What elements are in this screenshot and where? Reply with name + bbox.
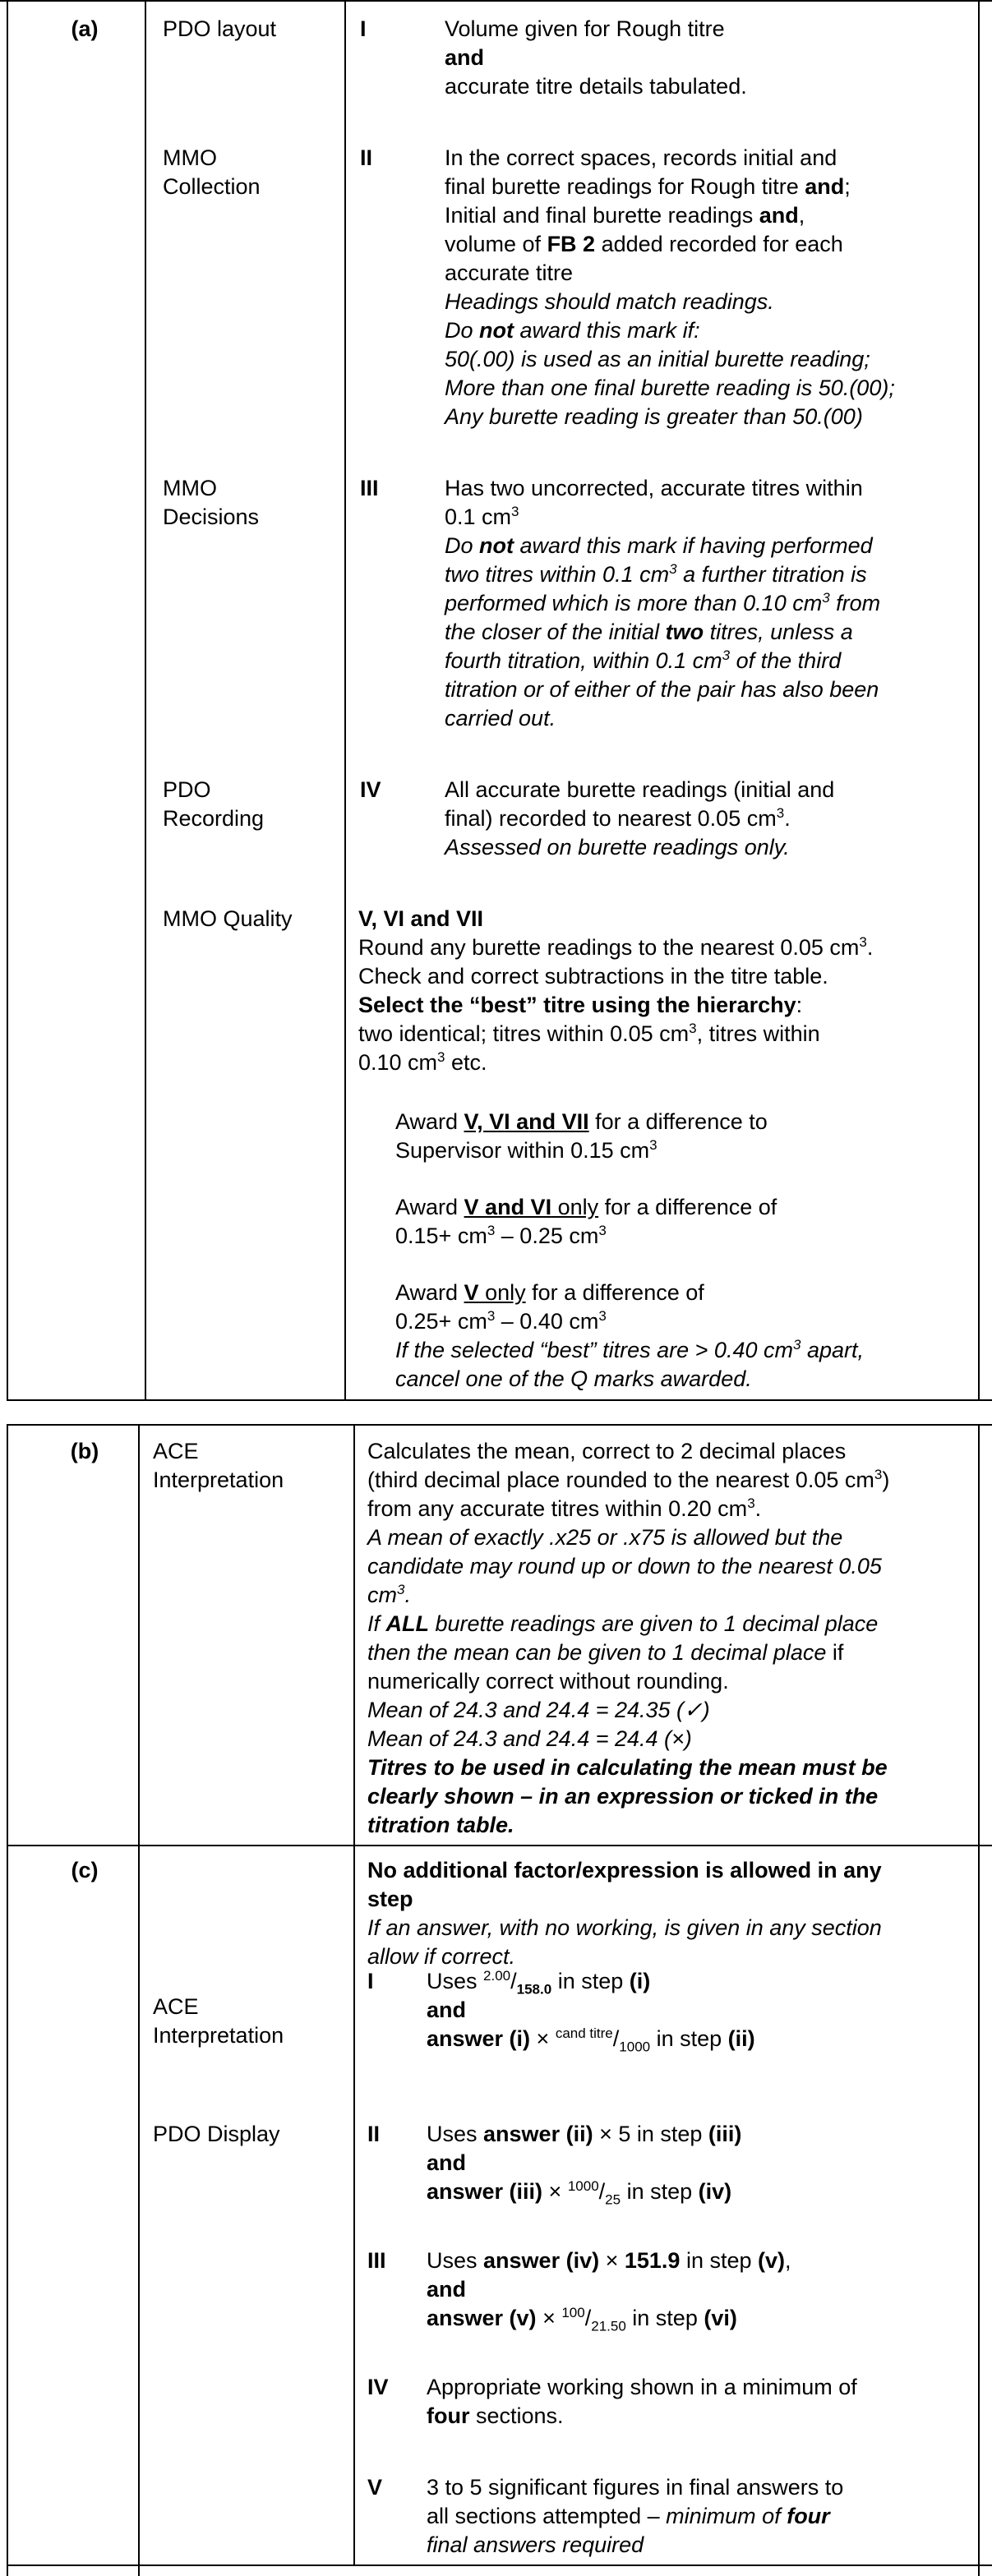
text-segment: , <box>798 203 805 228</box>
text-segment: final burette readings for Rough titre <box>445 174 805 199</box>
text-line <box>367 1495 889 1523</box>
quality-award-v-vi <box>395 1193 777 1251</box>
text-line <box>367 1638 889 1667</box>
part-c-number-iv: IV <box>367 2375 389 2399</box>
text-line <box>367 1581 889 1610</box>
text-line: Decisions <box>163 505 260 529</box>
text-segment: clearly shown – in an expression or ticked in the <box>367 1784 879 1809</box>
text-line <box>445 589 880 618</box>
text-segment: titration table. <box>367 1813 514 1837</box>
text-segment: A mean of exactly .x25 or .x75 is allowed but the <box>367 1525 843 1550</box>
table-bc-col3-border <box>978 1424 980 2576</box>
text-segment: accurate titre details tabulated. <box>445 74 747 99</box>
criterion-number-ii: II <box>360 145 373 170</box>
text-line: Interpretation <box>153 2023 284 2048</box>
text-segment: Select the “best” titre using the hierarchy <box>358 993 796 1017</box>
text-segment: minimum of <box>666 2504 787 2528</box>
text-line <box>445 288 895 316</box>
text-line <box>358 1020 873 1048</box>
text-segment: Initial and final burette readings <box>445 203 759 228</box>
text-line <box>367 1725 889 1753</box>
text-segment: , titres within <box>696 1021 820 1046</box>
part-c-number-i: I <box>367 1969 374 1993</box>
text-line <box>367 1552 889 1581</box>
part-b-label: (b) <box>70 1439 99 1463</box>
superscript: 3 <box>598 1308 607 1324</box>
text-segment: V and VI <box>464 1195 552 1219</box>
superscript: 3 <box>776 805 785 821</box>
subscript: 158.0 <box>516 1981 552 1998</box>
text-line <box>427 2177 741 2206</box>
text-segment: award this mark if having performed <box>514 533 873 558</box>
table-a-top-border <box>0 0 992 2</box>
text-segment: answer (iii) <box>427 2179 543 2204</box>
text-line <box>445 503 880 532</box>
text-line <box>367 1523 889 1552</box>
text-segment: not <box>479 318 514 343</box>
table-a-bottom-border <box>7 1399 992 1401</box>
text-segment: (vi) <box>704 2306 737 2330</box>
superscript: 3 <box>747 1495 755 1511</box>
text-line <box>358 1048 873 1077</box>
superscript: 1000 <box>567 2178 599 2194</box>
criterion-number-iv: IV <box>360 777 381 802</box>
text-segment: – 0.25 cm <box>495 1223 599 1248</box>
part-c-label: (c) <box>71 1858 99 1882</box>
part-a-label: (a) <box>71 16 99 41</box>
part-c-category-pdo <box>153 2120 280 2149</box>
text-segment: 0.1 cm <box>445 505 512 529</box>
text-line <box>427 2275 791 2304</box>
superscript: 3 <box>822 590 830 606</box>
text-segment: and <box>427 2150 467 2175</box>
text-line <box>395 1307 864 1336</box>
table-a-col2-border <box>344 0 346 1401</box>
text-line <box>395 1193 777 1222</box>
subscript: 25 <box>605 2191 621 2208</box>
superscript: 3 <box>511 504 519 519</box>
text-segment: No additional factor/expression is allowed in any <box>367 1858 882 1882</box>
text-segment: Has two uncorrected, accurate titres within <box>445 476 863 500</box>
part-c-category-ace <box>153 1993 284 2050</box>
criterion-ii-text <box>445 144 895 431</box>
text-segment: / <box>510 1969 517 1993</box>
text-line <box>427 1996 755 2025</box>
text-segment: If <box>367 1611 386 1636</box>
superscript: 2.00 <box>483 1968 511 1984</box>
text-line <box>367 1466 889 1495</box>
quality-award-v <box>395 1279 864 1394</box>
superscript: 3 <box>874 1467 883 1482</box>
text-line <box>367 1696 889 1725</box>
text-line <box>445 173 895 201</box>
text-segment: then the mean can be given to 1 decimal place <box>367 1640 827 1665</box>
text-segment: . <box>754 1496 762 1521</box>
text-line <box>445 316 895 345</box>
text-segment: If the selected “best” titres are > 0.40 cm <box>395 1338 793 1362</box>
text-line <box>445 72 747 101</box>
text-segment: 3 to 5 significant figures in final answers to <box>427 2475 844 2500</box>
table-a-left-border <box>7 0 8 1401</box>
superscript: 3 <box>487 1308 496 1324</box>
superscript: 3 <box>689 1021 697 1036</box>
text-segment: not <box>479 533 514 558</box>
text-line <box>427 2120 741 2149</box>
quality-heading: V, VI and VII <box>358 906 484 931</box>
superscript: 3 <box>792 1337 801 1353</box>
text-line <box>358 991 873 1020</box>
part-b-text <box>367 1437 889 1840</box>
text-line <box>445 474 880 503</box>
text-segment: . <box>866 935 874 960</box>
text-line: Collection <box>163 174 261 199</box>
text-segment: accurate titre <box>445 260 574 285</box>
category-mmo-collection <box>163 144 261 201</box>
part-c-heading <box>367 1856 882 1971</box>
table-b-bottom-border <box>7 1845 992 1846</box>
text-segment: sections. <box>469 2403 564 2428</box>
text-line <box>445 403 895 431</box>
superscript: 100 <box>561 2305 585 2320</box>
text-segment: cm <box>367 1583 397 1607</box>
text-segment: performed which is more than 0.10 cm <box>445 591 823 615</box>
text-line <box>358 933 873 962</box>
superscript: 3 <box>859 934 867 950</box>
text-line: PDO <box>163 777 211 802</box>
text-segment: two titres within 0.1 cm <box>445 562 670 587</box>
text-line <box>427 2373 857 2402</box>
text-line: Recording <box>163 806 265 831</box>
quality-award-v-vi-vii <box>395 1108 768 1165</box>
text-segment: cancel one of the Q marks awarded. <box>395 1366 752 1391</box>
superscript: 3 <box>649 1137 657 1153</box>
category-pdo-layout <box>163 15 276 44</box>
text-line <box>367 1753 889 1782</box>
text-segment: Calculates the mean, correct to 2 decimal places <box>367 1439 847 1463</box>
text-line <box>445 804 834 833</box>
text-line <box>367 1437 889 1466</box>
text-line: PDO Display <box>153 2122 280 2146</box>
superscript: 3 <box>397 1582 405 1597</box>
text-segment: All accurate burette readings (initial and <box>445 777 835 802</box>
text-line <box>445 833 834 862</box>
text-segment: of the third <box>730 648 842 673</box>
text-segment: × <box>599 2248 625 2273</box>
text-segment: two <box>665 620 704 644</box>
text-segment: In the correct spaces, records initial and <box>445 145 837 170</box>
text-line <box>367 1914 882 1942</box>
text-line: MMO <box>163 476 217 500</box>
text-segment: final) recorded to nearest 0.05 cm <box>445 806 777 831</box>
text-segment: four <box>787 2504 830 2528</box>
text-segment: a further titration is <box>676 562 867 587</box>
criterion-iv-text <box>445 776 834 862</box>
part-c-item-i <box>427 1967 755 2053</box>
text-segment: the closer of the initial <box>445 620 666 644</box>
text-segment: answer (i) <box>427 2026 531 2051</box>
text-segment: ; <box>844 174 851 199</box>
text-segment: final answers required <box>427 2532 644 2557</box>
text-line <box>427 2304 791 2333</box>
text-line <box>445 144 895 173</box>
text-line: ACE <box>153 1994 199 2019</box>
part-c-item-v <box>427 2473 843 2560</box>
criterion-i-text <box>445 15 747 101</box>
text-segment: Mean of 24.3 and 24.4 = 24.35 (✓) <box>367 1698 710 1722</box>
text-line <box>427 2502 843 2531</box>
text-segment: × <box>542 2179 568 2204</box>
text-line <box>445 345 895 374</box>
text-segment: in step <box>551 1969 630 1993</box>
superscript: 3 <box>722 647 731 663</box>
text-segment: burette readings are given to 1 decimal place <box>429 1611 879 1636</box>
text-segment: Award <box>395 1195 464 1219</box>
text-segment: 0.25+ cm <box>395 1309 487 1334</box>
criterion-number-iii: III <box>360 476 379 500</box>
text-segment: . <box>784 806 791 831</box>
text-line: ACE <box>153 1439 199 1463</box>
category-mmo-decisions <box>163 474 259 532</box>
table-bc-top-border <box>7 1424 992 1426</box>
part-c-number-ii: II <box>367 2122 381 2146</box>
subscript: 21.50 <box>591 2318 626 2334</box>
table-c-bottom-border <box>7 2564 992 2566</box>
text-line <box>445 374 895 403</box>
text-segment: Round any burette readings to the nearest 0.05 cm <box>358 935 860 960</box>
text-line <box>427 2473 843 2502</box>
table-bc-col2-border <box>353 1424 355 2566</box>
text-segment: added recorded for each <box>595 232 843 256</box>
category-pdo-recording <box>163 776 264 833</box>
text-line <box>445 618 880 647</box>
superscript: 3 <box>437 1049 445 1065</box>
text-line <box>445 776 834 804</box>
text-segment: , <box>785 2248 791 2273</box>
text-segment: (i) <box>629 1969 651 1993</box>
superscript: 3 <box>598 1223 607 1238</box>
text-segment: from any accurate titres within 0.20 cm <box>367 1496 748 1521</box>
text-line <box>358 962 873 991</box>
part-c-number-v: V <box>367 2475 383 2500</box>
text-segment: all sections attempted – <box>427 2504 667 2528</box>
text-segment: ALL <box>385 1611 429 1636</box>
superscript: 3 <box>487 1223 496 1238</box>
text-segment: (v) <box>758 2248 786 2273</box>
text-segment: and <box>445 45 485 70</box>
text-segment: candidate may round up or down to the nearest 0.05 <box>367 1554 882 1578</box>
text-segment: Any burette reading is greater than 50.(00) <box>445 404 863 429</box>
text-segment: Award <box>395 1280 464 1305</box>
text-line <box>445 201 895 230</box>
superscript: 3 <box>669 561 677 577</box>
text-line <box>427 1967 755 1996</box>
text-segment: / <box>612 2026 620 2051</box>
text-segment: in step <box>621 2179 699 2204</box>
table-bc-col1-border <box>138 1424 140 2576</box>
text-line <box>367 1667 889 1696</box>
text-line <box>427 2149 741 2177</box>
text-line <box>445 647 880 675</box>
text-line <box>367 1610 889 1638</box>
text-segment: Mean of 24.3 and 24.4 = 24.4 (×) <box>367 1726 692 1751</box>
text-segment: × 5 in step <box>593 2122 708 2146</box>
text-line <box>367 1782 889 1811</box>
part-c-number-iii: III <box>367 2248 386 2273</box>
text-segment: from <box>829 591 881 615</box>
text-segment: and <box>427 1998 467 2022</box>
text-line <box>445 259 895 288</box>
text-segment: (third decimal place rounded to the nearest 0.05 cm <box>367 1468 874 1492</box>
text-segment: step <box>367 1887 413 1911</box>
table-a-col3-border <box>978 0 980 1401</box>
text-line <box>367 1811 889 1840</box>
text-segment: four <box>427 2403 470 2428</box>
text-line: Interpretation <box>153 1468 284 1492</box>
text-segment: and <box>759 203 799 228</box>
text-segment: titres, unless a <box>704 620 853 644</box>
text-line <box>427 2025 755 2053</box>
text-segment: for a difference of <box>598 1195 777 1219</box>
text-line <box>395 1136 768 1165</box>
text-segment: Check and correct subtractions in the titre table. <box>358 964 828 988</box>
text-segment: Do <box>445 318 480 343</box>
text-segment: titration or of either of the pair has also been <box>445 677 879 702</box>
text-segment: : <box>796 993 803 1017</box>
text-segment: volume of <box>445 232 547 256</box>
text-line: MMO <box>163 145 217 170</box>
text-segment: (iii) <box>708 2122 742 2146</box>
text-line <box>445 44 747 72</box>
text-segment: V, VI and VII <box>464 1109 589 1134</box>
text-line <box>395 1279 864 1307</box>
text-segment: Appropriate working shown in a minimum of <box>427 2375 857 2399</box>
text-line <box>445 532 880 560</box>
text-segment: fourth titration, within 0.1 cm <box>445 648 722 673</box>
part-c-item-iv <box>427 2373 857 2431</box>
text-segment: in step <box>680 2248 759 2273</box>
text-segment: (ii) <box>727 2026 755 2051</box>
text-segment: Assessed on burette readings only. <box>445 835 790 859</box>
text-line <box>445 560 880 589</box>
text-segment: answer (v) <box>427 2306 537 2330</box>
text-segment: in step <box>650 2026 728 2051</box>
text-segment: – 0.40 cm <box>495 1309 599 1334</box>
text-segment: numerically correct without rounding. <box>367 1669 729 1694</box>
category-mmo-quality: MMO Quality <box>163 906 293 931</box>
text-segment: allow if correct. <box>367 1944 516 1969</box>
text-segment: if <box>826 1640 844 1665</box>
text-segment: FB 2 <box>547 232 596 256</box>
part-b-category <box>153 1437 284 1495</box>
text-segment: V <box>464 1280 479 1305</box>
text-segment: in step <box>625 2306 704 2330</box>
text-segment: answer (ii) <box>483 2122 593 2146</box>
text-segment: and <box>805 174 845 199</box>
text-line <box>367 1885 882 1914</box>
part-c-item-ii <box>427 2120 741 2206</box>
text-line <box>445 15 747 44</box>
text-line <box>367 1856 882 1885</box>
text-segment: Supervisor within 0.15 cm <box>395 1138 650 1163</box>
part-c-item-iii <box>427 2247 791 2333</box>
text-segment: 50(.00) is used as an initial burette reading; <box>445 347 870 371</box>
text-segment: 0.10 cm <box>358 1050 438 1075</box>
text-segment: 0.15+ cm <box>395 1223 487 1248</box>
criterion-iii-text <box>445 474 880 733</box>
text-line <box>427 2247 791 2275</box>
text-segment: award this mark if: <box>514 318 700 343</box>
text-segment: Headings should match readings. <box>445 289 774 314</box>
text-line <box>395 1222 777 1251</box>
text-segment: Uses <box>427 2248 484 2273</box>
text-segment: Do <box>445 533 480 558</box>
text-line <box>427 2402 857 2431</box>
text-segment: × <box>536 2306 562 2330</box>
table-bc-left-border <box>7 1424 8 2576</box>
text-segment: 151.9 <box>624 2248 681 2273</box>
text-segment: Titres to be used in calculating the mean must be <box>367 1755 888 1780</box>
text-line <box>445 230 895 259</box>
text-line <box>445 675 880 704</box>
text-segment: and <box>427 2277 467 2302</box>
text-segment: carried out. <box>445 706 556 730</box>
text-line <box>427 2531 843 2560</box>
text-segment: only <box>478 1280 526 1305</box>
text-segment: etc. <box>445 1050 487 1075</box>
text-line <box>395 1365 864 1394</box>
text-segment: answer (iv) <box>483 2248 600 2273</box>
text-segment: If an answer, with no working, is given in any section <box>367 1915 882 1940</box>
text-line <box>395 1336 864 1365</box>
text-segment: for a difference to <box>588 1109 768 1134</box>
text-segment: / <box>584 2306 592 2330</box>
text-segment: More than one final burette reading is 50.(00); <box>445 376 895 400</box>
text-segment: (iv) <box>698 2179 732 2204</box>
text-line <box>445 704 880 733</box>
text-segment: for a difference of <box>525 1280 704 1305</box>
criterion-number-i: I <box>360 16 367 41</box>
text-segment: / <box>598 2179 606 2204</box>
text-segment: two identical; titres within 0.05 cm <box>358 1021 690 1046</box>
text-segment: Volume given for Rough titre <box>445 16 725 41</box>
text-segment: × <box>530 2026 556 2051</box>
text-segment: Award <box>395 1109 464 1134</box>
text-segment: only <box>551 1195 599 1219</box>
text-line: PDO layout <box>163 16 277 41</box>
text-segment: ) <box>882 1468 890 1492</box>
subscript: 1000 <box>619 2039 651 2055</box>
text-segment: Uses <box>427 2122 484 2146</box>
superscript: cand titre <box>555 2025 613 2041</box>
quality-text <box>358 933 873 1077</box>
text-segment: Uses <box>427 1969 484 1993</box>
text-line <box>395 1108 768 1136</box>
text-segment: . <box>404 1583 411 1607</box>
text-segment: apart, <box>801 1338 864 1362</box>
table-a-col1-border <box>145 0 146 1401</box>
